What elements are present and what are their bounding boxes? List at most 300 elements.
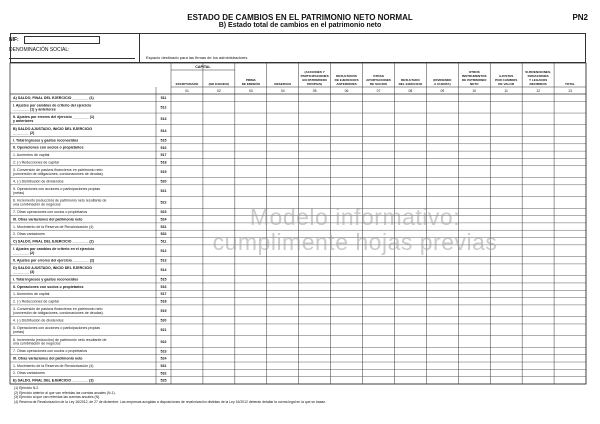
value-cell[interactable] [554, 166, 585, 177]
value-cell[interactable] [299, 370, 330, 377]
value-cell[interactable] [203, 324, 234, 335]
value-cell[interactable] [331, 317, 362, 324]
value-cell[interactable] [331, 257, 362, 264]
value-cell[interactable] [554, 362, 585, 369]
value-cell[interactable] [235, 125, 266, 136]
value-cell[interactable] [554, 137, 585, 144]
value-cell[interactable] [363, 144, 394, 151]
value-cell[interactable] [554, 159, 585, 166]
value-cell[interactable] [395, 276, 426, 283]
value-cell[interactable] [363, 94, 394, 101]
value-cell[interactable] [523, 94, 554, 101]
value-cell[interactable] [203, 137, 234, 144]
value-cell[interactable] [171, 377, 202, 384]
value-cell[interactable] [427, 336, 458, 347]
value-cell[interactable] [427, 324, 458, 335]
value-cell[interactable] [171, 305, 202, 316]
value-cell[interactable] [331, 125, 362, 136]
value-cell[interactable] [267, 317, 298, 324]
value-cell[interactable] [459, 324, 490, 335]
value-cell[interactable] [395, 324, 426, 335]
value-cell[interactable] [427, 276, 458, 283]
value-cell[interactable] [299, 144, 330, 151]
value-cell[interactable] [491, 317, 522, 324]
value-cell[interactable] [523, 137, 554, 144]
value-cell[interactable] [427, 113, 458, 124]
value-cell[interactable] [171, 102, 202, 113]
value-cell[interactable] [554, 231, 585, 238]
value-cell[interactable] [491, 283, 522, 290]
value-cell[interactable] [267, 362, 298, 369]
value-cell[interactable] [554, 152, 585, 159]
value-cell[interactable] [491, 125, 522, 136]
value-cell[interactable] [331, 185, 362, 196]
value-cell[interactable] [459, 317, 490, 324]
value-cell[interactable] [203, 362, 234, 369]
value-cell[interactable] [554, 305, 585, 316]
value-cell[interactable] [299, 355, 330, 362]
value-cell[interactable] [267, 336, 298, 347]
value-cell[interactable] [523, 283, 554, 290]
value-cell[interactable] [331, 144, 362, 151]
value-cell[interactable] [395, 377, 426, 384]
value-cell[interactable] [235, 159, 266, 166]
value-cell[interactable] [459, 370, 490, 377]
value-cell[interactable] [491, 298, 522, 305]
value-cell[interactable] [299, 276, 330, 283]
value-cell[interactable] [363, 113, 394, 124]
value-cell[interactable] [554, 336, 585, 347]
value-cell[interactable] [523, 291, 554, 298]
value-cell[interactable] [203, 291, 234, 298]
value-cell[interactable] [331, 94, 362, 101]
value-cell[interactable] [235, 317, 266, 324]
value-cell[interactable] [554, 238, 585, 245]
value-cell[interactable] [235, 137, 266, 144]
value-cell[interactable] [427, 257, 458, 264]
value-cell[interactable] [331, 291, 362, 298]
value-cell[interactable] [523, 178, 554, 185]
value-cell[interactable] [267, 166, 298, 177]
value-cell[interactable] [459, 257, 490, 264]
value-cell[interactable] [267, 102, 298, 113]
value-cell[interactable] [363, 324, 394, 335]
value-cell[interactable] [171, 185, 202, 196]
value-cell[interactable] [554, 113, 585, 124]
value-cell[interactable] [267, 305, 298, 316]
value-cell[interactable] [523, 113, 554, 124]
value-cell[interactable] [171, 355, 202, 362]
value-cell[interactable] [523, 324, 554, 335]
value-cell[interactable] [427, 305, 458, 316]
value-cell[interactable] [523, 276, 554, 283]
value-cell[interactable] [554, 197, 585, 208]
value-cell[interactable] [554, 178, 585, 185]
value-cell[interactable] [427, 94, 458, 101]
value-cell[interactable] [203, 178, 234, 185]
value-cell[interactable] [554, 257, 585, 264]
value-cell[interactable] [171, 166, 202, 177]
value-cell[interactable] [554, 223, 585, 230]
value-cell[interactable] [459, 336, 490, 347]
value-cell[interactable] [395, 159, 426, 166]
value-cell[interactable] [171, 178, 202, 185]
value-cell[interactable] [299, 291, 330, 298]
value-cell[interactable] [299, 94, 330, 101]
value-cell[interactable] [331, 298, 362, 305]
value-cell[interactable] [523, 348, 554, 355]
value-cell[interactable] [554, 370, 585, 377]
value-cell[interactable] [331, 324, 362, 335]
value-cell[interactable] [427, 166, 458, 177]
value-cell[interactable] [427, 317, 458, 324]
value-cell[interactable] [203, 125, 234, 136]
value-cell[interactable] [395, 362, 426, 369]
value-cell[interactable] [267, 276, 298, 283]
value-cell[interactable] [554, 245, 585, 256]
value-cell[interactable] [331, 159, 362, 166]
value-cell[interactable] [267, 178, 298, 185]
value-cell[interactable] [554, 298, 585, 305]
value-cell[interactable] [395, 185, 426, 196]
value-cell[interactable] [427, 185, 458, 196]
value-cell[interactable] [267, 324, 298, 335]
value-cell[interactable] [554, 185, 585, 196]
value-cell[interactable] [395, 102, 426, 113]
value-cell[interactable] [203, 152, 234, 159]
value-cell[interactable] [331, 137, 362, 144]
value-cell[interactable] [363, 152, 394, 159]
value-cell[interactable] [363, 291, 394, 298]
value-cell[interactable] [363, 185, 394, 196]
value-cell[interactable] [363, 305, 394, 316]
value-cell[interactable] [363, 137, 394, 144]
value-cell[interactable] [459, 144, 490, 151]
value-cell[interactable] [267, 298, 298, 305]
value-cell[interactable] [395, 264, 426, 275]
value-cell[interactable] [171, 257, 202, 264]
value-cell[interactable] [427, 137, 458, 144]
value-cell[interactable] [427, 152, 458, 159]
value-cell[interactable] [171, 264, 202, 275]
value-cell[interactable] [235, 355, 266, 362]
value-cell[interactable] [427, 362, 458, 369]
value-cell[interactable] [395, 178, 426, 185]
value-cell[interactable] [523, 144, 554, 151]
value-cell[interactable] [203, 166, 234, 177]
value-cell[interactable] [491, 144, 522, 151]
value-cell[interactable] [299, 324, 330, 335]
value-cell[interactable] [363, 362, 394, 369]
value-cell[interactable] [363, 166, 394, 177]
value-cell[interactable] [235, 152, 266, 159]
value-cell[interactable] [459, 137, 490, 144]
value-cell[interactable] [235, 336, 266, 347]
value-cell[interactable] [331, 113, 362, 124]
value-cell[interactable] [267, 355, 298, 362]
value-cell[interactable] [395, 305, 426, 316]
value-cell[interactable] [554, 276, 585, 283]
value-cell[interactable] [331, 166, 362, 177]
value-cell[interactable] [427, 348, 458, 355]
value-cell[interactable] [523, 102, 554, 113]
value-cell[interactable] [427, 159, 458, 166]
value-cell[interactable] [299, 185, 330, 196]
value-cell[interactable] [554, 317, 585, 324]
value-cell[interactable] [267, 377, 298, 384]
value-cell[interactable] [427, 291, 458, 298]
value-cell[interactable] [459, 348, 490, 355]
value-cell[interactable] [395, 355, 426, 362]
value-cell[interactable] [459, 305, 490, 316]
value-cell[interactable] [331, 336, 362, 347]
value-cell[interactable] [523, 298, 554, 305]
value-cell[interactable] [267, 291, 298, 298]
value-cell[interactable] [459, 283, 490, 290]
value-cell[interactable] [427, 377, 458, 384]
value-cell[interactable] [331, 355, 362, 362]
value-cell[interactable] [267, 144, 298, 151]
value-cell[interactable] [363, 276, 394, 283]
value-cell[interactable] [459, 113, 490, 124]
value-cell[interactable] [523, 336, 554, 347]
value-cell[interactable] [203, 257, 234, 264]
value-cell[interactable] [363, 377, 394, 384]
value-cell[interactable] [203, 102, 234, 113]
value-cell[interactable] [459, 264, 490, 275]
value-cell[interactable] [491, 264, 522, 275]
value-cell[interactable] [523, 370, 554, 377]
value-cell[interactable] [203, 159, 234, 166]
value-cell[interactable] [299, 137, 330, 144]
value-cell[interactable] [331, 178, 362, 185]
value-cell[interactable] [299, 348, 330, 355]
value-cell[interactable] [395, 317, 426, 324]
value-cell[interactable] [267, 152, 298, 159]
value-cell[interactable] [171, 152, 202, 159]
value-cell[interactable] [171, 137, 202, 144]
value-cell[interactable] [235, 305, 266, 316]
value-cell[interactable] [171, 113, 202, 124]
value-cell[interactable] [267, 113, 298, 124]
value-cell[interactable] [491, 137, 522, 144]
value-cell[interactable] [459, 166, 490, 177]
value-cell[interactable] [491, 291, 522, 298]
value-cell[interactable] [459, 102, 490, 113]
value-cell[interactable] [427, 370, 458, 377]
value-cell[interactable] [331, 102, 362, 113]
value-cell[interactable] [299, 305, 330, 316]
value-cell[interactable] [267, 283, 298, 290]
value-cell[interactable] [299, 317, 330, 324]
value-cell[interactable] [491, 336, 522, 347]
value-cell[interactable] [331, 152, 362, 159]
value-cell[interactable] [299, 159, 330, 166]
value-cell[interactable] [459, 355, 490, 362]
value-cell[interactable] [171, 324, 202, 335]
value-cell[interactable] [331, 348, 362, 355]
value-cell[interactable] [363, 355, 394, 362]
value-cell[interactable] [171, 283, 202, 290]
value-cell[interactable] [427, 125, 458, 136]
value-cell[interactable] [299, 377, 330, 384]
value-cell[interactable] [395, 283, 426, 290]
value-cell[interactable] [203, 185, 234, 196]
value-cell[interactable] [523, 166, 554, 177]
value-cell[interactable] [203, 377, 234, 384]
value-cell[interactable] [299, 178, 330, 185]
value-cell[interactable] [523, 152, 554, 159]
value-cell[interactable] [235, 348, 266, 355]
value-cell[interactable] [331, 264, 362, 275]
value-cell[interactable] [235, 166, 266, 177]
value-cell[interactable] [363, 102, 394, 113]
value-cell[interactable] [459, 94, 490, 101]
value-cell[interactable] [459, 291, 490, 298]
value-cell[interactable] [395, 113, 426, 124]
value-cell[interactable] [395, 298, 426, 305]
value-cell[interactable] [363, 178, 394, 185]
value-cell[interactable] [491, 159, 522, 166]
value-cell[interactable] [491, 362, 522, 369]
value-cell[interactable] [491, 377, 522, 384]
value-cell[interactable] [267, 185, 298, 196]
value-cell[interactable] [491, 102, 522, 113]
value-cell[interactable] [331, 362, 362, 369]
value-cell[interactable] [523, 264, 554, 275]
value-cell[interactable] [203, 113, 234, 124]
value-cell[interactable] [395, 94, 426, 101]
value-cell[interactable] [235, 362, 266, 369]
value-cell[interactable] [235, 276, 266, 283]
value-cell[interactable] [235, 113, 266, 124]
value-cell[interactable] [459, 377, 490, 384]
value-cell[interactable] [491, 324, 522, 335]
value-cell[interactable] [554, 355, 585, 362]
value-cell[interactable] [459, 178, 490, 185]
value-cell[interactable] [395, 336, 426, 347]
value-cell[interactable] [427, 102, 458, 113]
value-cell[interactable] [235, 94, 266, 101]
value-cell[interactable] [171, 370, 202, 377]
value-cell[interactable] [171, 317, 202, 324]
value-cell[interactable] [299, 264, 330, 275]
value-cell[interactable] [171, 362, 202, 369]
value-cell[interactable] [491, 370, 522, 377]
value-cell[interactable] [267, 264, 298, 275]
value-cell[interactable] [171, 291, 202, 298]
value-cell[interactable] [395, 291, 426, 298]
value-cell[interactable] [363, 264, 394, 275]
value-cell[interactable] [554, 324, 585, 335]
value-cell[interactable] [203, 283, 234, 290]
value-cell[interactable] [299, 283, 330, 290]
value-cell[interactable] [203, 317, 234, 324]
value-cell[interactable] [523, 362, 554, 369]
value-cell[interactable] [363, 298, 394, 305]
value-cell[interactable] [299, 336, 330, 347]
value-cell[interactable] [554, 94, 585, 101]
value-cell[interactable] [523, 257, 554, 264]
value-cell[interactable] [363, 283, 394, 290]
value-cell[interactable] [171, 276, 202, 283]
value-cell[interactable] [235, 178, 266, 185]
value-cell[interactable] [491, 94, 522, 101]
value-cell[interactable] [171, 144, 202, 151]
value-cell[interactable] [171, 159, 202, 166]
value-cell[interactable] [171, 336, 202, 347]
value-cell[interactable] [491, 178, 522, 185]
value-cell[interactable] [427, 355, 458, 362]
value-cell[interactable] [459, 276, 490, 283]
value-cell[interactable] [235, 257, 266, 264]
value-cell[interactable] [171, 348, 202, 355]
value-cell[interactable] [299, 125, 330, 136]
value-cell[interactable] [554, 125, 585, 136]
value-cell[interactable] [491, 113, 522, 124]
value-cell[interactable] [267, 94, 298, 101]
value-cell[interactable] [523, 317, 554, 324]
value-cell[interactable] [459, 152, 490, 159]
value-cell[interactable] [395, 144, 426, 151]
value-cell[interactable] [299, 152, 330, 159]
value-cell[interactable] [459, 298, 490, 305]
value-cell[interactable] [523, 305, 554, 316]
value-cell[interactable] [427, 178, 458, 185]
value-cell[interactable] [491, 348, 522, 355]
value-cell[interactable] [554, 291, 585, 298]
value-cell[interactable] [554, 102, 585, 113]
value-cell[interactable] [299, 257, 330, 264]
value-cell[interactable] [554, 209, 585, 216]
value-cell[interactable] [267, 159, 298, 166]
value-cell[interactable] [171, 298, 202, 305]
value-cell[interactable] [331, 377, 362, 384]
value-cell[interactable] [203, 276, 234, 283]
value-cell[interactable] [363, 125, 394, 136]
value-cell[interactable] [395, 257, 426, 264]
value-cell[interactable] [171, 125, 202, 136]
value-cell[interactable] [395, 137, 426, 144]
value-cell[interactable] [235, 298, 266, 305]
value-cell[interactable] [554, 216, 585, 223]
value-cell[interactable] [203, 94, 234, 101]
value-cell[interactable] [299, 113, 330, 124]
value-cell[interactable] [203, 348, 234, 355]
value-cell[interactable] [491, 166, 522, 177]
value-cell[interactable] [331, 283, 362, 290]
value-cell[interactable] [331, 276, 362, 283]
value-cell[interactable] [554, 283, 585, 290]
value-cell[interactable] [235, 324, 266, 335]
value-cell[interactable] [523, 377, 554, 384]
value-cell[interactable] [554, 377, 585, 384]
value-cell[interactable] [203, 144, 234, 151]
value-cell[interactable] [267, 125, 298, 136]
value-cell[interactable] [491, 257, 522, 264]
value-cell[interactable] [491, 185, 522, 196]
value-cell[interactable] [235, 185, 266, 196]
value-cell[interactable] [459, 362, 490, 369]
value-cell[interactable] [203, 298, 234, 305]
value-cell[interactable] [203, 264, 234, 275]
value-cell[interactable] [203, 355, 234, 362]
value-cell[interactable] [427, 144, 458, 151]
value-cell[interactable] [299, 102, 330, 113]
value-cell[interactable] [267, 348, 298, 355]
value-cell[interactable] [363, 370, 394, 377]
value-cell[interactable] [331, 370, 362, 377]
